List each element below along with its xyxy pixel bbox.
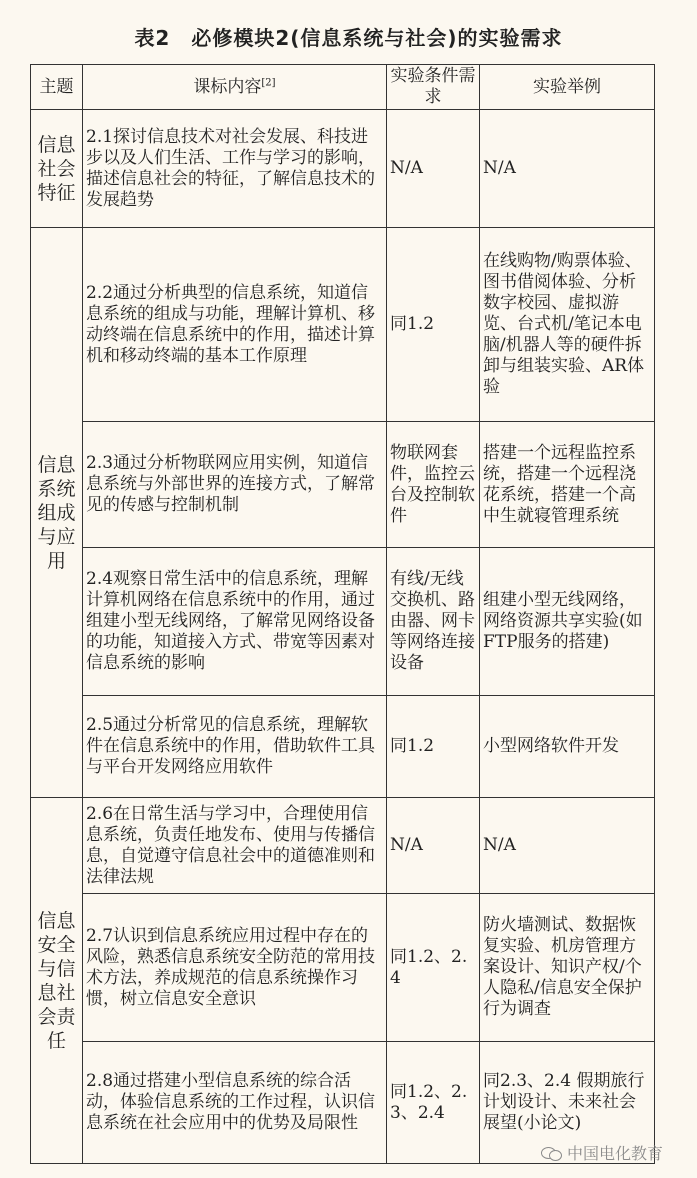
example-cell: 搭建一个远程监控系统，搭建一个远程浇花系统，搭建一个高中生就寝管理系统 — [480, 422, 655, 548]
condition-cell: 有线/无线交换机、路由器、网卡等网络连接设备 — [387, 548, 480, 696]
example-cell: 小型网络软件开发 — [480, 696, 655, 798]
header-topic: 主题 — [31, 65, 83, 110]
table-row — [31, 228, 655, 422]
content-cell: 2.6在日常生活与学习中，合理使用信息系统，负责任地发布、使用与传播信息，自觉遵守信息社会中的道德准则和法律法规 — [83, 798, 387, 894]
header-example: 实验举例 — [480, 65, 655, 110]
topic-cell: 信息社会特征 — [31, 110, 83, 228]
condition-cell: 同1.2 — [387, 696, 480, 798]
topic-cell: 信息安全与信息社会责任 — [31, 798, 83, 1164]
table-row — [31, 548, 655, 696]
watermark-text: 中国电化教育 — [566, 1144, 663, 1163]
content-cell: 2.4观察日常生活中的信息系统，理解计算机网络在信息系统中的作用，通过组建小型无线网络，了解常见网络设备的功能，知道接入方式、带宽等因素对信息系统的影响 — [83, 548, 387, 696]
content-cell: 2.2通过分析典型的信息系统，知道信息系统的组成与功能，理解计算机、移动终端在信息系统中的作用，描述计算机和移动终端的基本工作原理 — [83, 228, 387, 422]
watermark — [541, 1141, 663, 1164]
wechat-icon — [541, 1145, 563, 1161]
condition-cell: 同1.2、2.3、2.4 — [387, 1042, 480, 1164]
condition-cell: N/A — [387, 798, 480, 894]
condition-cell: N/A — [387, 110, 480, 228]
table-title: 表2 必修模块2(信息系统与社会)的实验需求 — [134, 26, 563, 50]
example-cell: 在线购物/购票体验、图书借阅体验、分析数字校园、虚拟游览、台式机/笔记本电脑/机器人等的硬件拆卸与组装实验、AR体验 — [480, 228, 655, 422]
table-row — [31, 894, 655, 1042]
requirements-table — [30, 64, 655, 1164]
header-condition: 实验条件需求 — [387, 65, 480, 110]
table-row — [31, 110, 655, 228]
condition-cell: 同1.2、2.4 — [387, 894, 480, 1042]
table-header-row — [31, 65, 655, 110]
content-cell: 2.5通过分析常见的信息系统，理解软件在信息系统中的作用，借助软件工具与平台开发网络应用软件 — [83, 696, 387, 798]
table-row — [31, 696, 655, 798]
example-cell: 防火墙测试、数据恢复实验、机房管理方案设计、知识产权/个人隐私/信息安全保护行为调查 — [480, 894, 655, 1042]
content-cell: 2.1探讨信息技术对社会发展、科技进步以及人们生活、工作与学习的影响，描述信息社会的特征，了解信息技术的发展趋势 — [83, 110, 387, 228]
example-cell: N/A — [480, 110, 655, 228]
citation-marker: [2] — [261, 76, 276, 88]
example-cell: 组建小型无线网络，网络资源共享实验(如FTP服务的搭建) — [480, 548, 655, 696]
content-cell: 2.7认识到信息系统应用过程中存在的风险，熟悉信息系统安全防范的常用技术方法，养成规范的信息系统操作习惯，树立信息安全意识 — [83, 894, 387, 1042]
condition-cell: 同1.2 — [387, 228, 480, 422]
table-row — [31, 798, 655, 894]
topic-cell: 信息系统组成与应用 — [31, 228, 83, 798]
content-cell: 2.8通过搭建小型信息系统的综合活动，体验信息系统的工作过程，认识信息系统在社会应用中的优势及局限性 — [83, 1042, 387, 1164]
content-cell: 2.3通过分析物联网应用实例，知道信息系统与外部世界的连接方式，了解常见的传感与控制机制 — [83, 422, 387, 548]
example-cell: N/A — [480, 798, 655, 894]
condition-cell: 物联网套件，监控云台及控制软件 — [387, 422, 480, 548]
header-content: 课标内容[2] — [83, 65, 387, 110]
example-cell: 同2.3、2.4 假期旅行计划设计、未来社会展望(小论文) — [480, 1042, 655, 1164]
table-row — [31, 422, 655, 548]
